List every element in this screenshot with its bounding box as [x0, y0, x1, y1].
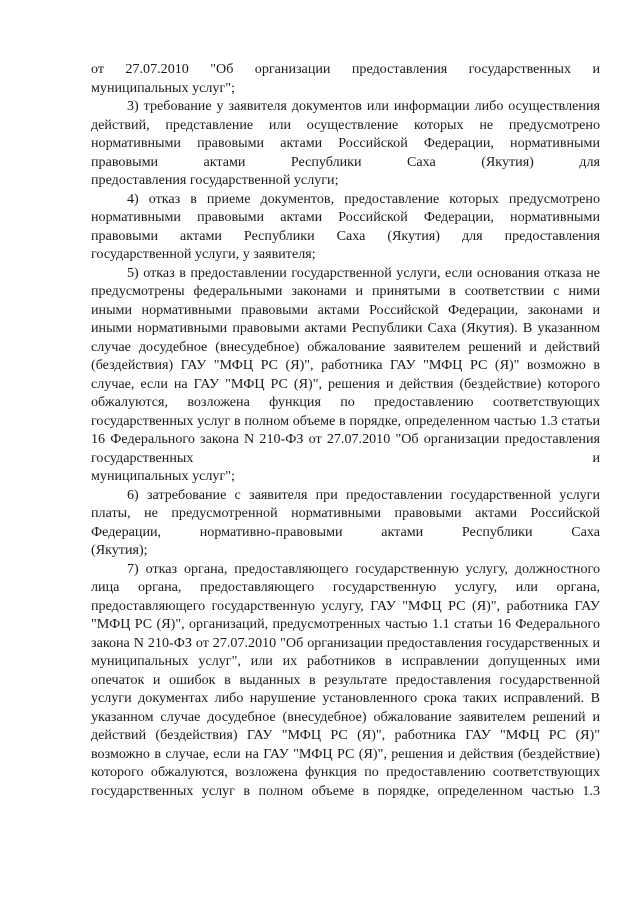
paragraph-item-4: 4) отказ в приеме документов, предоставление которых предусмотрено нормативными правовыми актами Российской Федерации, нормативными правовыми актами Республики Саха (Якутия) для предоставления государственной услуги, у заявителя;: [91, 190, 600, 262]
paragraph-item-6: 6) затребование с заявителя при предоставлении государственной услуги платы, не предусмотренной нормативными правовыми актами Российской Федерации, нормативно-правовыми актами Республики Саха (Якутия);: [91, 486, 600, 558]
paragraph-item-3: 3) требование у заявителя документов или информации либо осуществления действий, представление или осуществление которых не предусмотрено нормативными правовыми актами Российской Федерации, нормативными правовыми актами Республики Саха (Якутия) для предоставления государственной услуги;: [91, 98, 600, 188]
paragraph-continuation: от 27.07.2010 "Об организации предоставления государственных и муниципальных услуг";: [91, 61, 600, 96]
paragraph-item-7: 7) отказ органа, предоставляющего государственную услугу, должностного лица органа, предоставляющего государственную услугу, или органа, предоставляющего государственную услугу, ГАУ "МФЦ РС (Я)", работника ГАУ "МФЦ РС (Я)", организаций, предусмотренных частью 1.1 статьи 16 Федерального закона N 210-ФЗ от 27.07.2010 "Об организации предоставления государственных и муниципальных услуг", или их работников в исправлении допущенных ими опечаток и ошибок в выданных в результате предоставления государственной услуги документах либо нарушение установленного срока таких исправлений. В указанном случае досудебное (внесудебное) обжалование заявителем решений и действий (бездействия) ГАУ "МФЦ РС (Я)", работника ГАУ "МФЦ РС (Я)" возможно в случае, если на ГАУ "МФЦ РС (Я)", решения и действия (бездействие) которого обжалуются, возложена функция по предоставлению соответствующих государственных услуг в полном объеме в порядке, определенном частью 1.3: [91, 560, 600, 799]
paragraph-item-5: 5) отказ в предоставлении государственной услуги, если основания отказа не предусмотрены федеральными законами и принятыми в соответствии с ними иными нормативными правовыми актами Российской Федерации, законами и иными нормативными правовыми актами Республики Саха (Якутия). В указанном случае досудебное (внесудебное) обжалование заявителем решений и действий (бездействия) ГАУ "МФЦ РС (Я)", работника ГАУ "МФЦ РС (Я)" возможно в случае, если на ГАУ "МФЦ РС (Я)", решения и действия (бездействие) которого обжалуются, возложена функция по предоставлению соответствующих государственных услуг в полном объеме в порядке, определенном частью 1.3 статьи 16 Федерального закона N 210-ФЗ от 27.07.2010 "Об организации предоставления государственных и муниципальных услуг";: [91, 264, 600, 484]
